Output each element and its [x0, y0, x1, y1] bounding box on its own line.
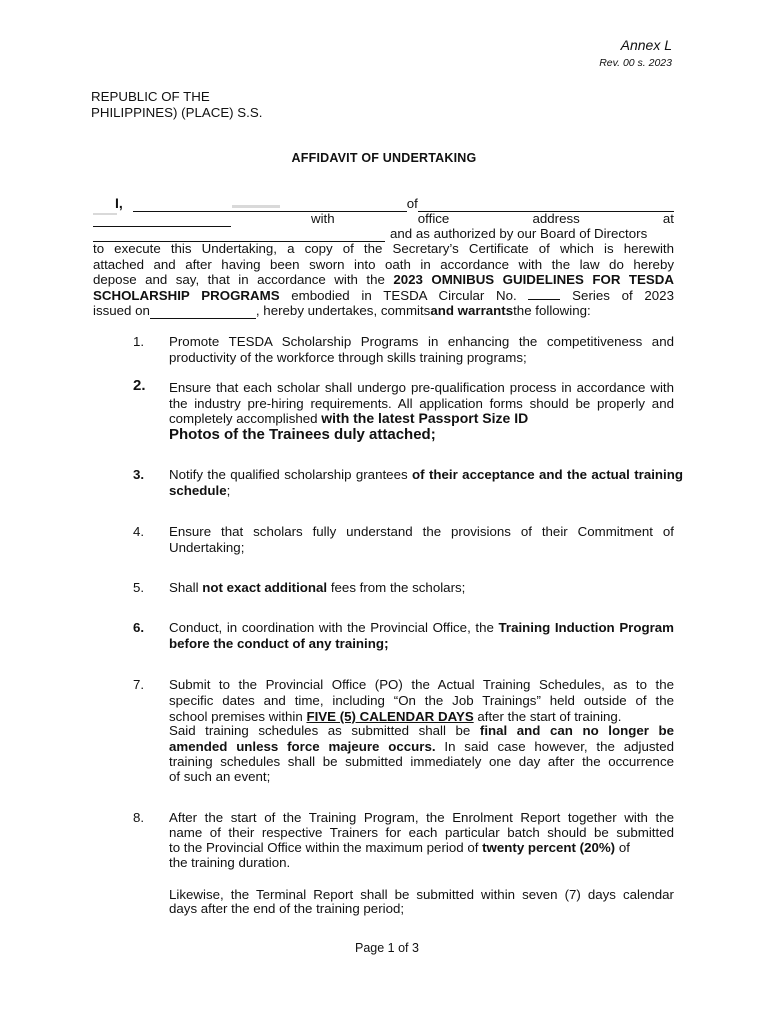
company-blank[interactable] [418, 198, 674, 212]
venue-line-1: REPUBLIC OF THE [91, 89, 210, 104]
office-address-words: with office address at [311, 211, 674, 226]
address-blank[interactable] [93, 228, 385, 242]
issue-date-blank[interactable] [150, 305, 256, 319]
board-text: and as authorized by our Board of Directors [390, 226, 648, 241]
location-blank[interactable] [93, 213, 231, 227]
intro-line-7: SCHOLARSHIP PROGRAMS embodied in TESDA Circular No. Series of 2023 [93, 288, 674, 303]
intro-line-2 [93, 211, 674, 227]
intro-line-8: issued on , hereby undertakes, commits and warrants the following: [93, 303, 591, 318]
smudge-mark [232, 205, 280, 208]
intro-line-1 [115, 196, 674, 212]
intro-line-5: attached and after having been sworn into oath in accordance with the law do hereby [93, 257, 674, 272]
intro-line-4: to execute this Undertaking, a copy of the Secretary’s Certificate of which is herewith [93, 241, 674, 256]
intro-line-6: depose and say, that in accordance with the 2023 OMNIBUS GUIDELINES FOR TESDA [93, 272, 674, 287]
revision-label: Rev. 00 s. 2023 [599, 57, 672, 69]
annex-label: Annex L [620, 37, 672, 53]
circular-number-blank[interactable] [528, 288, 560, 300]
pronoun: I, [115, 195, 123, 211]
page-number: Page 1 of 3 [355, 941, 419, 955]
of-label: of [406, 196, 418, 211]
venue-line-2: PHILIPPINES) (PLACE) S.S. [91, 105, 263, 120]
document-title: AFFIDAVIT OF UNDERTAKING [291, 151, 477, 165]
venue-block [91, 89, 262, 121]
intro-line-3 [93, 226, 674, 242]
affidavit-page: Annex L Rev. 00 s. 2023 REPUBLIC OF THE PHILIPPINES) (PLACE) S.S. AFFIDAVIT OF UNDERTAKING I, of with office address at and as authorized by our Board of Directors to execute this Undertaking, a copy of the Secretary’s Certificate of which is herewith attached and after having been sworn into oath in accordance with the law do hereby depose and say, that in accordance with the 2023 OMNIBUS GUIDELINES FOR TESDA SCHOLARSHIP PROGRAMS embodied in TESDA Circular No. Series of 2023 issued on , hereby undertakes, commits and warrants the following: 1. Promote TESDA Scholarship Programs in enhancing the competitiveness and productivity of the workforce through skills training programs; 2. Ensure that each scholar shall undergo pre-qualification process in accordance with the industry pre-hiring requirements. All application forms should be properly and completely accomplished with the latest Passport Size ID Photos of the Trainees duly attached; 3. Notify the qualified scholarship grantees of their acceptance and the actual training schedule; 4. Ensure that scholars fully understand the provisions of their Commitment of Undertaking; 5. Shall not exact additional fees from the scholars; 6. Conduct, in coordination with the Provincial Office, the Training Induction Program before the conduct of any training; 7. Submit to the Provincial Office (PO) the Actual Training Schedules, as to the specific dates and time, including “On the Job Trainings” held outside of the school premises within FIVE (5) CALENDAR DAYS after the start of training. Said training schedules as submitted shall be final and can no longer be amended unless force majeure occurs. In said case however, the adjusted training schedules shall be submitted immediately one day after the occurrence of such an event; 8. After the start of the Training Program, the Enrolment Report together with the name of their respective Trainers for each particular batch should be submitted to the Provincial Office within the maximum period of twenty percent (20%) of the training duration. Likewise, the Terminal Report shall be submitted within seven (7) days calendar days after the end of the training period; Page 1 of 3 [0, 0, 768, 1024]
